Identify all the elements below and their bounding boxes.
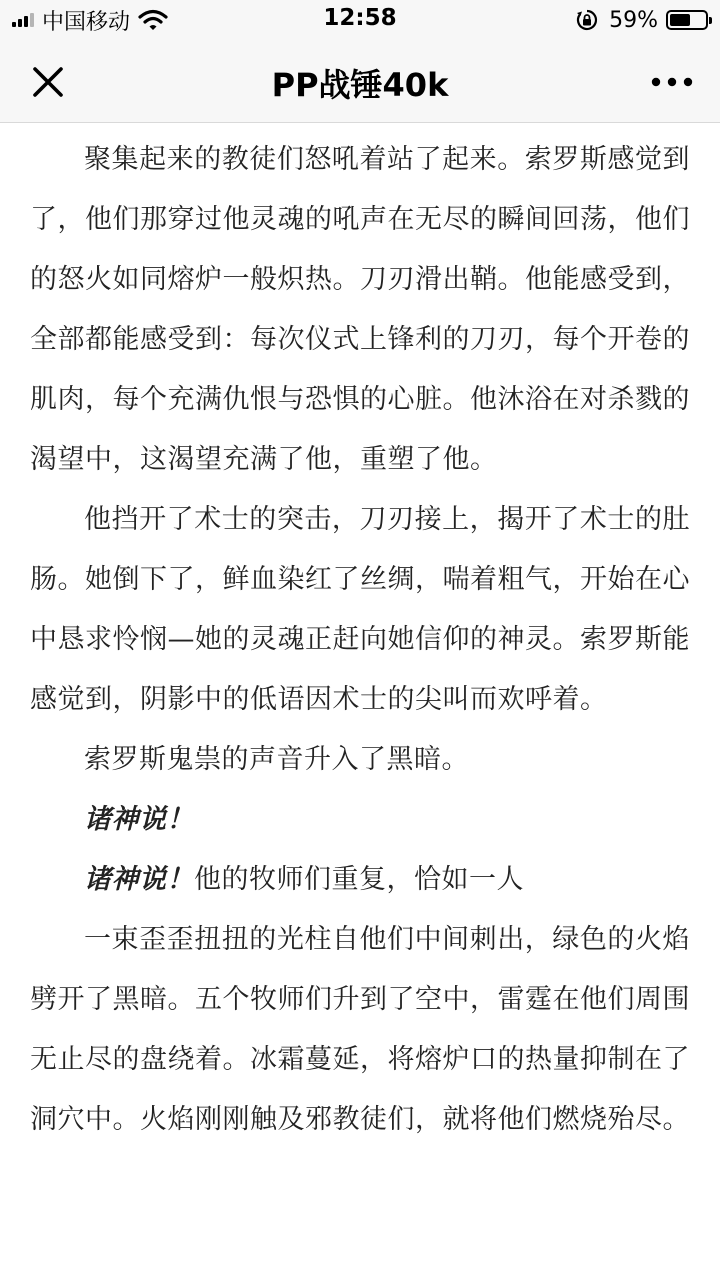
emphasis-text: 诸神说！: [84, 804, 194, 835]
paragraph: 诸神说！他的牧师们重复，恰如一人: [84, 864, 524, 895]
battery-percent: 59%: [609, 7, 658, 33]
paragraph: 他挡开了术士的突击，刀刃接上，揭开了术士的肚肠。她倒下了，鲜血染红了丝绸，喘着粗气，开始在心中恳求怜悯—她的灵魂正赶向她信仰的神灵。索罗斯能感觉到，阴影中的低语因术士的尖叫而欢呼着。: [30, 504, 690, 715]
page-title: PP战锤40k: [271, 66, 449, 104]
emphasis-text: 诸神说！: [84, 864, 194, 895]
status-right: [575, 6, 708, 34]
rotation-lock-icon: [575, 8, 599, 32]
paragraph: 一束歪歪扭扭的光柱自他们中间刺出，绿色的火焰劈开了黑暗。五个牧师们升到了空中，雷霆在他们周围无止尽的盘绕着。冰霜蔓延，将熔炉口的热量抑制在了洞穴中。火焰刚刚触及邪教徒们，就将他们燃烧殆尽。: [30, 924, 690, 1135]
status-time: 12:58: [323, 5, 397, 31]
paragraph: 索罗斯鬼祟的声音升入了黑暗。: [84, 744, 469, 775]
battery-level: [670, 14, 690, 26]
battery-icon: [666, 10, 708, 30]
article-body: [30, 130, 690, 1150]
nav-bar: [0, 40, 720, 123]
paragraph: 聚集起来的教徒们怒吼着站了起来。索罗斯感觉到了，他们那穿过他灵魂的吼声在无尽的瞬间回荡，他们的怒火如同熔炉一般炽热。刀刃滑出鞘。他能感受到，全部都能感受到：每次仪式上锋利的刀刃，每个开卷的肌肉，每个充满仇恨与恐惧的心脏。他沐浴在对杀戮的渴望中，这渴望充满了他，重塑了他。: [30, 144, 690, 475]
status-bar: [0, 0, 720, 40]
close-icon[interactable]: [28, 62, 68, 102]
carrier-name: 中国移动: [42, 9, 131, 35]
more-options-icon[interactable]: [650, 72, 694, 92]
paragraph: [30, 790, 690, 850]
